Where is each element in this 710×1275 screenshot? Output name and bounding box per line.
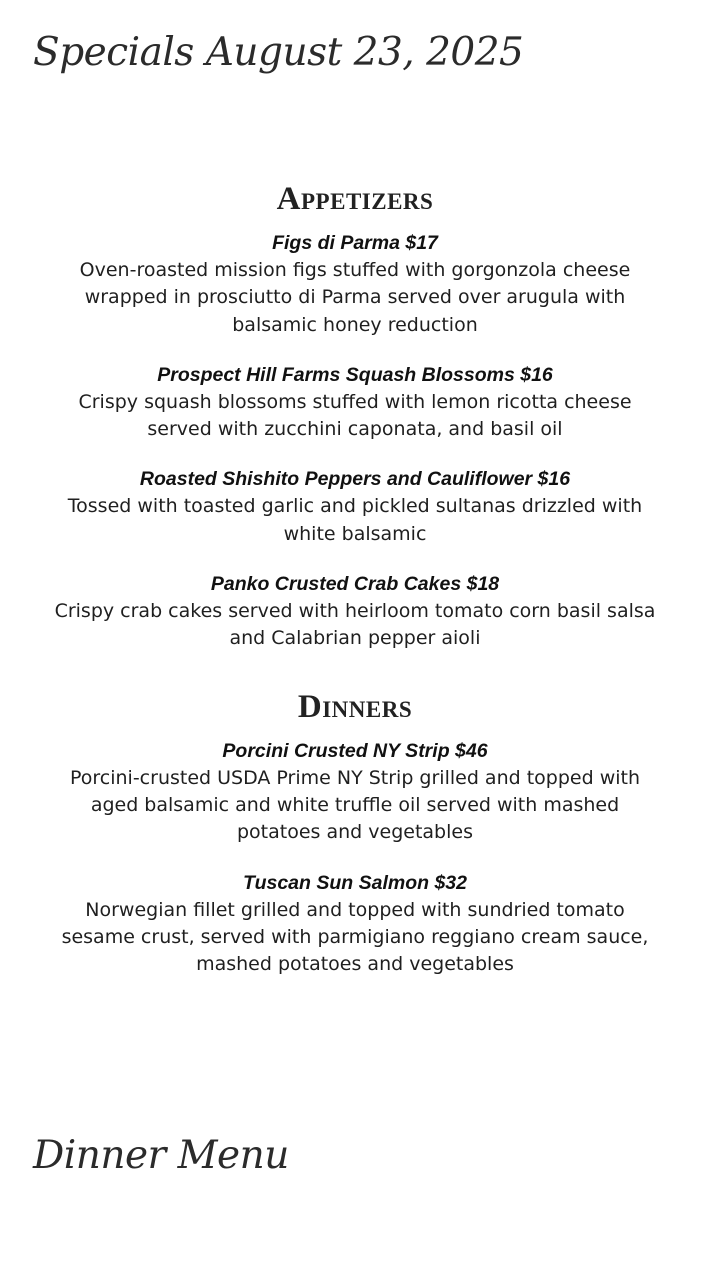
description-line: mashed potatoes and vegetables xyxy=(196,953,514,976)
menu-item-name: Tuscan Sun Salmon $32 xyxy=(243,871,467,894)
dinners-list xyxy=(0,738,710,979)
menu-item xyxy=(0,466,710,548)
menu-item-description xyxy=(45,897,665,979)
menu-item xyxy=(0,230,710,339)
menu-item-description xyxy=(45,389,665,444)
appetizers-heading: Appetizers xyxy=(276,181,434,217)
appetizers-list xyxy=(0,230,710,653)
menu-item xyxy=(0,870,710,979)
dinners-heading: Dinners xyxy=(297,688,413,725)
dinner-menu-title: Dinner Menu xyxy=(33,1133,289,1178)
description-line: and Calabrian pepper aioli xyxy=(229,627,481,650)
specials-menu xyxy=(0,168,710,1001)
description-line: Norwegian fillet grilled and topped with sundried tomato xyxy=(85,898,625,921)
menu-item-description xyxy=(35,598,675,653)
menu-item-name: Figs di Parma $17 xyxy=(272,232,438,254)
menu-item xyxy=(0,571,710,653)
description-line: served with zucchini caponata, and basil oil xyxy=(147,418,563,441)
description-line: Crispy crab cakes served with heirloom tomato corn basil salsa xyxy=(54,600,656,623)
description-line: Crispy squash blossoms stuffed with lemon ricotta cheese xyxy=(78,390,632,413)
menu-item-description xyxy=(35,493,675,548)
description-line: balsamic honey reduction xyxy=(232,313,478,336)
description-line: Porcini-crusted USDA Prime NY Strip grilled and topped with xyxy=(69,766,641,789)
description-line: sesame crust, served with parmigiano reggiano cream sauce, xyxy=(61,925,649,948)
description-line: Tossed with toasted garlic and pickled sultanas drizzled with xyxy=(67,495,643,518)
description-line: white balsamic xyxy=(283,522,427,545)
menu-item-name: Porcini Crusted NY Strip $46 xyxy=(222,739,488,762)
menu-item-name: Panko Crusted Crab Cakes $18 xyxy=(210,573,500,596)
menu-item xyxy=(0,362,710,444)
menu-item-name: Roasted Shishito Peppers and Cauliflower $16 xyxy=(139,468,571,491)
description-line: potatoes and vegetables xyxy=(237,821,473,844)
specials-title: Specials August 23, 2025 xyxy=(33,30,524,75)
description-line: aged balsamic and white truffle oil served with mashed xyxy=(90,793,620,816)
menu-item-name: Prospect Hill Farms Squash Blossoms $16 xyxy=(157,363,553,386)
menu-item-description xyxy=(45,257,665,339)
description-line: Oven-roasted mission figs stuffed with gorgonzola cheese xyxy=(79,259,631,281)
menu-item xyxy=(0,738,710,847)
menu-item-description xyxy=(35,765,675,847)
description-line: wrapped in prosciutto di Parma served over arugula with xyxy=(84,286,626,309)
